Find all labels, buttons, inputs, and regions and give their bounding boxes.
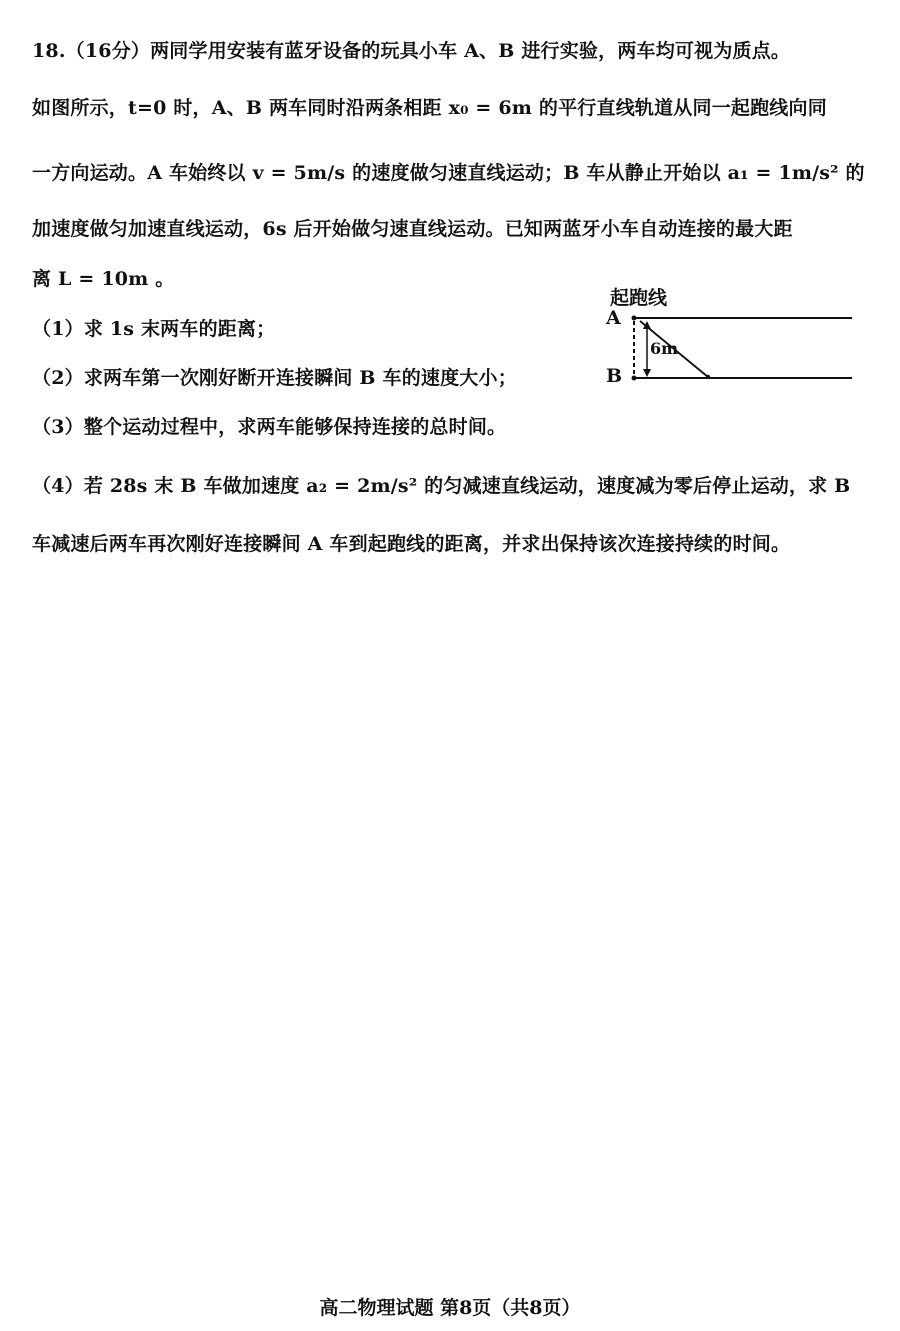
page-footer: 高二物理试题 第8页（共8页） xyxy=(319,1297,581,1319)
connection-end-dot xyxy=(706,375,710,379)
problem-line-2: 如图所示，t=0 时，A、B 两车同时沿两条相距 x₀ = 6m 的平行直线轨道从同一起跑线向同 xyxy=(32,97,827,119)
car-b-label: B xyxy=(606,365,623,387)
start-line-label: 起跑线 xyxy=(610,287,668,309)
distance-label: 6m xyxy=(650,339,679,358)
distance-arrow-bottom xyxy=(643,369,651,377)
car-a-label: A xyxy=(606,307,621,329)
track-figure xyxy=(600,283,870,393)
question-2: （2）求两车第一次刚好断开连接瞬间 B 车的速度大小； xyxy=(32,367,517,389)
question-1: （1）求 1s 末两车的距离； xyxy=(32,318,276,340)
problem-line-4: 加速度做匀加速直线运动，6s 后开始做匀速直线运动。已知两蓝牙小车自动连接的最大距 xyxy=(32,218,793,240)
track-diagram xyxy=(600,283,870,393)
problem-line-3: 一方向运动。A 车始终以 v = 5m/s 的速度做匀速直线运动；B 车从静止开始以 a₁ = 1m/s² 的 xyxy=(32,162,865,184)
problem-line-1: 18.（16分）两同学用安装有蓝牙设备的玩具小车 A、B 进行实验，两车均可视为质点。 xyxy=(32,40,791,62)
question-3: （3）整个运动过程中，求两车能够保持连接的总时间。 xyxy=(32,416,507,438)
connection-line xyxy=(640,321,708,377)
car-a-dot xyxy=(632,316,637,321)
problem-line-5: 离 L = 10m 。 xyxy=(32,268,175,290)
question-4-line-1: （4）若 28s 末 B 车做加速度 a₂ = 2m/s² 的匀减速直线运动，速度减为零后停止运动，求 B xyxy=(32,475,851,497)
question-4-line-2: 车减速后两车再次刚好连接瞬间 A 车到起跑线的距离，并求出保持该次连接持续的时间。 xyxy=(32,533,791,555)
car-b-dot xyxy=(632,376,637,381)
